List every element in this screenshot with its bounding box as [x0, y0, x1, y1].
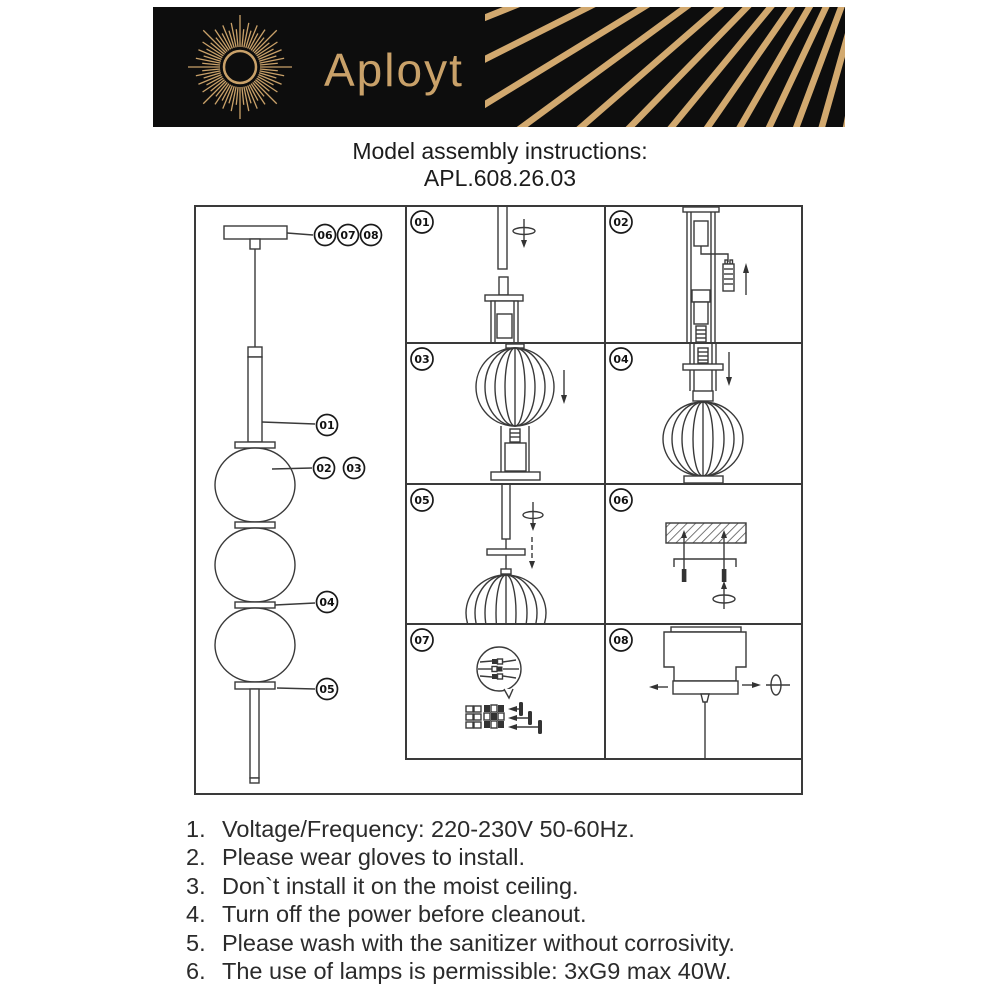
svg-text:03: 03 [414, 353, 430, 366]
arrow-up-icon [743, 263, 749, 273]
callout-02 [314, 458, 335, 479]
screw [722, 569, 727, 582]
svg-text:04: 04 [613, 353, 629, 366]
svg-text:05: 05 [414, 494, 430, 507]
svg-text:01: 01 [414, 216, 430, 229]
list-item: 3. Don`t install it on the moist ceiling. [186, 872, 579, 899]
callout-01 [317, 415, 338, 436]
bottom-rod [250, 689, 259, 778]
svg-text:02: 02 [316, 462, 332, 475]
step-panel-04 [606, 344, 803, 485]
callout-05 [317, 679, 338, 700]
arrow-left-icon [508, 706, 517, 712]
list-item: 2. Please wear gloves to install. [186, 844, 526, 871]
list-item: 6. The use of lamps is permissible: 3xG9 max 40W. [186, 958, 732, 985]
ceiling-plate [224, 226, 287, 239]
svg-text:04: 04 [319, 596, 335, 609]
step-panel-03 [407, 344, 606, 485]
assembly-diagram [194, 205, 803, 795]
arrow-down-icon [529, 561, 535, 569]
callout-08 [361, 225, 382, 246]
arrow-up-icon [721, 581, 727, 589]
step-panel-02 [606, 207, 803, 344]
arrow-down-icon [530, 523, 536, 531]
canopy-cover [664, 632, 746, 681]
arrow-down-icon [521, 240, 527, 248]
svg-text:07: 07 [414, 634, 430, 647]
callout-07 [338, 225, 359, 246]
callout-06 [315, 225, 336, 246]
arrow-right-icon [752, 682, 761, 688]
safety-instructions-list [186, 815, 735, 985]
list-item: 4. Turn off the power before cleanout. [186, 901, 587, 928]
step-panel-07 [407, 625, 606, 760]
arrow-down-icon [726, 377, 732, 386]
brand-logo-text: Aployt [324, 44, 464, 96]
page-title: Model assembly instructions: [352, 138, 648, 164]
mounting-bracket [674, 559, 736, 567]
arrow-left-icon [508, 724, 517, 730]
step-panel-06 [606, 485, 803, 625]
stem-rod [248, 357, 262, 442]
svg-text:07: 07 [340, 229, 356, 242]
glass-sphere-3 [215, 608, 295, 682]
ceiling [666, 523, 746, 543]
svg-text:08: 08 [363, 229, 379, 242]
callout-04 [317, 592, 338, 613]
glass-sphere-1 [215, 448, 295, 522]
model-number: APL.608.26.03 [423, 165, 577, 191]
header-banner [153, 7, 845, 127]
svg-text:06: 06 [613, 494, 629, 507]
arrow-left-icon [508, 715, 517, 721]
corner-rays-icon [485, 7, 845, 127]
step-panel-01 [407, 207, 606, 344]
terminal-block [466, 705, 504, 728]
svg-text:05: 05 [319, 683, 335, 696]
step-panel-08 [606, 625, 803, 760]
magnifier-tail [504, 689, 513, 698]
sunburst-logo-icon [153, 7, 333, 127]
arrow-left-icon [649, 684, 658, 690]
callout-03 [344, 458, 365, 479]
svg-text:06: 06 [317, 229, 333, 242]
g9-bulb [723, 264, 734, 291]
list-item: 5. Please wash with the sanitizer without corrosivity. [186, 929, 735, 956]
svg-text:02: 02 [613, 216, 629, 229]
screw [682, 569, 687, 582]
step-panel-05 [407, 485, 606, 625]
svg-text:03: 03 [346, 462, 362, 475]
steps-grid [405, 207, 803, 760]
lamp-overview-drawing [196, 207, 403, 793]
list-item: 1. Voltage/Frequency: 220-230V 50-60Hz. [186, 816, 635, 842]
arrow-down-icon [561, 395, 567, 404]
svg-text:08: 08 [613, 634, 629, 647]
glass-sphere-2 [215, 528, 295, 602]
svg-text:01: 01 [319, 419, 335, 432]
